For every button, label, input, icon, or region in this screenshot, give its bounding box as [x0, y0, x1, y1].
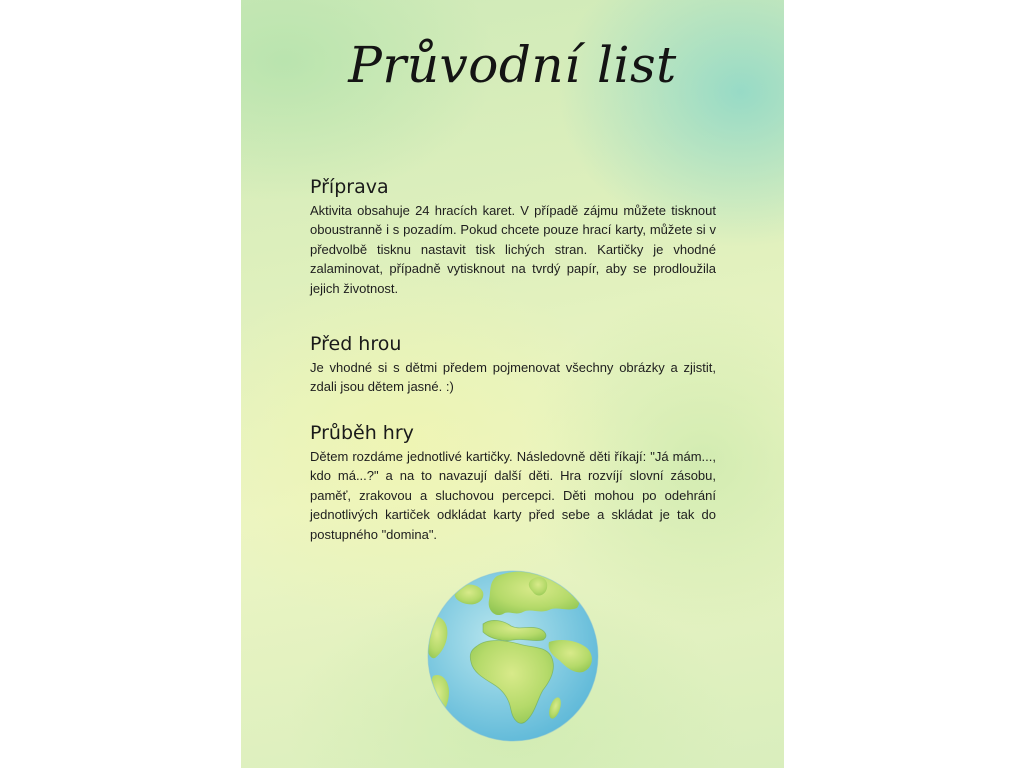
- section-body: Je vhodné si s dětmi předem pojmenovat všechny obrázky a zjistit, zdali jsou dětem jasné. :): [310, 360, 716, 395]
- document-page: [241, 0, 784, 768]
- section-body: Dětem rozdáme jednotlivé kartičky. Následovně děti říkají: "Já mám..., kdo má...?" a na to navazují další děti. Hra rozvíjí slovní zásobu, paměť, zrakovou a sluchovou percepci. Děti mohou po odehrání jednotlivých kartiček odkládat karty před sebe a skládat je tak do postupného "domina".: [310, 449, 716, 542]
- section-heading: Příprava: [310, 176, 389, 198]
- section-heading: Průběh hry: [310, 422, 414, 444]
- page-title: Průvodní list: [348, 36, 677, 94]
- section-heading: Před hrou: [310, 333, 402, 355]
- globe-icon: [427, 568, 599, 744]
- section-pred-hrou: [310, 332, 716, 397]
- section-prubeh-hry: [310, 421, 716, 544]
- section-priprava: [310, 175, 716, 298]
- section-body: Aktivita obsahuje 24 hracích karet. V případě zájmu můžete tisknout oboustranně i s pozadím. Pokud chcete pouze hrací karty, můžete si v předvolbě tisknu nastavit tisk lichých stran. Kartičky je vhodné zalaminovat, případně vytisknout na tvrdý papír, aby se prodloužila jejich životnost.: [310, 203, 716, 296]
